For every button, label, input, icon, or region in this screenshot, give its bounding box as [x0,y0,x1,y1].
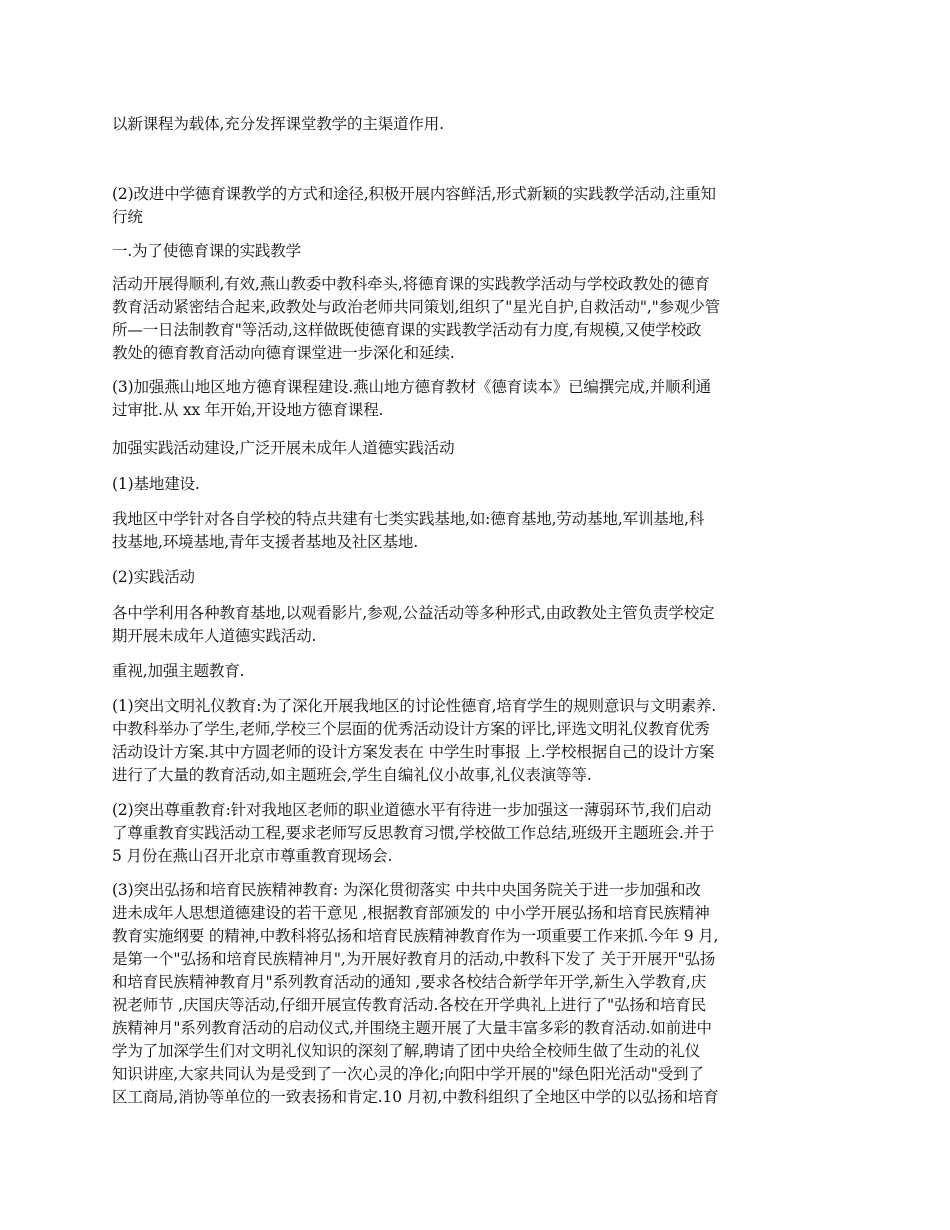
paragraph-item-2-practice: (2)实践活动 [112,568,195,586]
paragraph-item-1-bases: (1)基地建设. [112,475,200,493]
paragraph-item-1-etiquette: (1)突出文明礼仪教育:为了深化开展我地区的讨论性德育,培育学生的规则意识与文明素养. 中教科举办了学生,老师,学校三个层面的优秀活动设计方案的评比,评选文明礼仪教育优秀 活动设计方案.其中方圆老师的设计方案发表在 中学生时事报 上.学校根据自己的设计方案 进行了大量的教育活动,如主题班会,学生自编礼仪小故事,礼仪表演等等. [112,697,717,784]
paragraph-heading-practice-building: 加强实践活动建设,广泛开展未成年人道德实践活动 [112,439,455,457]
paragraph-heading-practice: 一.为了使德育课的实践教学 [112,242,301,260]
paragraph-intro: 以新课程为载体,充分发挥课堂教学的主渠道作用. [112,115,444,133]
paragraph-bases-detail: 我地区中学针对各自学校的特点共建有七类实践基地,如:德育基地,劳动基地,军训基地,科 技基地,环境基地,青年支援者基地及社区基地. [112,510,705,551]
paragraph-activities: 活动开展得顺利,有效,燕山教委中教科牵头,将德育课的实践教学活动与学校政教处的德育 教育活动紧密结合起来,政教处与政治老师共同策划,组织了"星光自护,自救活动","参观少管 所—一日法制教育"等活动,这样做既使德育课的实践教学活动有力度,有规模,又使学校政 教处的德育教育活动向德育课堂进一步深化和延续. [112,275,720,362]
paragraph-practice-detail: 各中学利用各种教育基地,以观看影片,参观,公益活动等多种形式,由政教处主管负责学校定 期开展未成年人道德实践活动. [112,604,715,645]
paragraph-heading-theme: 重视,加强主题教育. [112,662,245,680]
paragraph-item-2-respect: (2)突出尊重教育:针对我地区老师的职业道德水平有待进一步加强这一薄弱环节,我们启动 了尊重教育实践活动工程,要求老师写反思教育习惯,学校做工作总结,班级开主题班会.并于 5 月份在燕山召开北京市尊重教育现场会. [112,801,715,865]
paragraph-item-3-curriculum: (3)加强燕山地区地方德育课程建设.燕山地方德育教材《德育读本》已编撰完成,并顺利通 过审批.从 xx 年开始,开设地方德育课程. [112,378,712,419]
paragraph-item-2-teaching: (2)改进中学德育课教学的方式和途径,积极开展内容鲜活,形式新颖的实践教学活动,注重知 行统 [112,185,716,226]
paragraph-item-3-national-spirit: (3)突出弘扬和培育民族精神教育: 为深化贯彻落实 中共中央国务院关于进一步加强和改 进未成年人思想道德建设的若干意见 ,根据教育部颁发的 中小学开展弘扬和培育民族精神 教育实施纲要 的精神,中教科将弘扬和培育民族精神教育作为一项重要工作来抓.今年 9 月, 是第一个"弘扬和培育民族精神月",为开展好教育月的活动,中教科下发了 关于开展开"弘扬 和培育民族精神教育月"系列教育活动的通知 ,要求各校结合新学年开学,新生入学教育,庆 祝老师节 ,庆国庆等活动,仔细开展宣传教育活动.各校在开学典礼上进行了"弘扬和培育民 族精神月"系列教育活动的启动仪式,并围绕主题开展了大量丰富多彩的教育活动.如前进中 学为了加深学生们对文明礼仪知识的深刻了解,聘请了团中央给全校师生做了生动的礼仪 知识讲座,大家共同认为是受到了一次心灵的净化;向阳中学开展的"绿色阳光活动"受到了 区工商局,消协等单位的一致表扬和肯定.10 月初,中教科组织了全地区中学的以弘扬和培育 [112,881,719,1106]
